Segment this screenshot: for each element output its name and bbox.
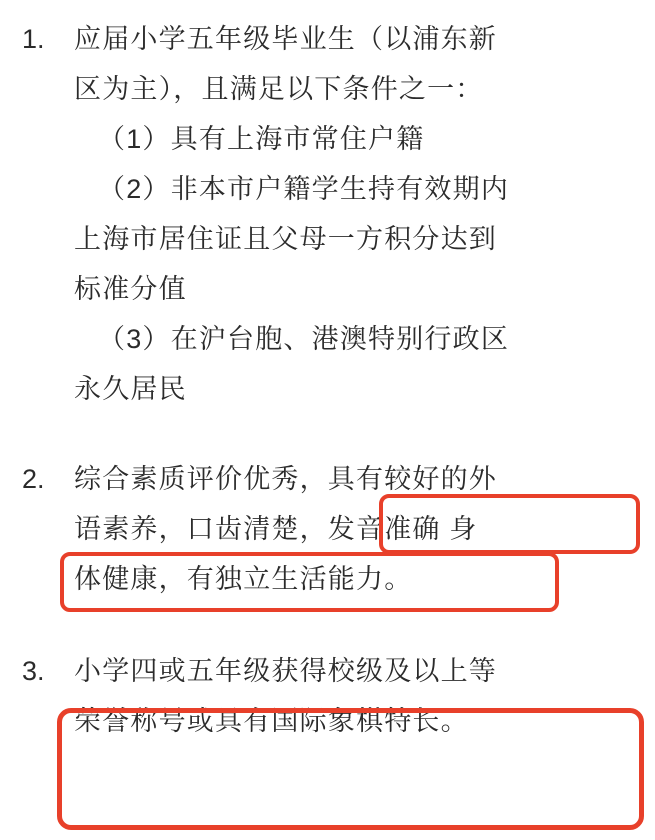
text-line: 区为主），且满足以下条件之一： — [74, 74, 484, 104]
text-line: 上海市居住证且父母一方积分达到 — [74, 224, 497, 254]
item-number: 3. — [22, 656, 45, 686]
text-line: 小学四或五年级获得校级及以上等 — [74, 656, 497, 686]
item-number: 1. — [22, 24, 45, 54]
text-line: 荣誉称号或具有国际象棋特长。 — [74, 706, 469, 736]
requirement-item-2 — [22, 454, 633, 604]
text-line: 综合素质评价优秀，具有较好的外 — [74, 464, 497, 494]
item-body — [74, 14, 633, 414]
item-number: 2. — [22, 464, 45, 494]
text-line: 应届小学五年级毕业生（以浦东新 — [74, 24, 497, 54]
item-body — [74, 646, 633, 746]
text-line: 标准分值 — [74, 274, 187, 304]
text-line: 体健康，有独立生活能力。 — [74, 564, 413, 594]
requirement-item-3 — [22, 646, 633, 746]
text-line-sub-2: （2）非本市户籍学生持有效期内 — [98, 174, 510, 204]
requirement-item-1 — [22, 14, 633, 414]
text-line-sub-3: （3）在沪台胞、港澳特别行政区 — [98, 324, 510, 354]
text-line: 语素养，口齿清楚，发音准确 身 — [74, 514, 478, 544]
section-spacer — [22, 604, 633, 646]
text-line-sub-1: （1）具有上海市常住户籍 — [98, 124, 425, 154]
section-spacer — [22, 414, 633, 454]
item-body — [74, 454, 633, 604]
text-line: 永久居民 — [74, 374, 187, 404]
